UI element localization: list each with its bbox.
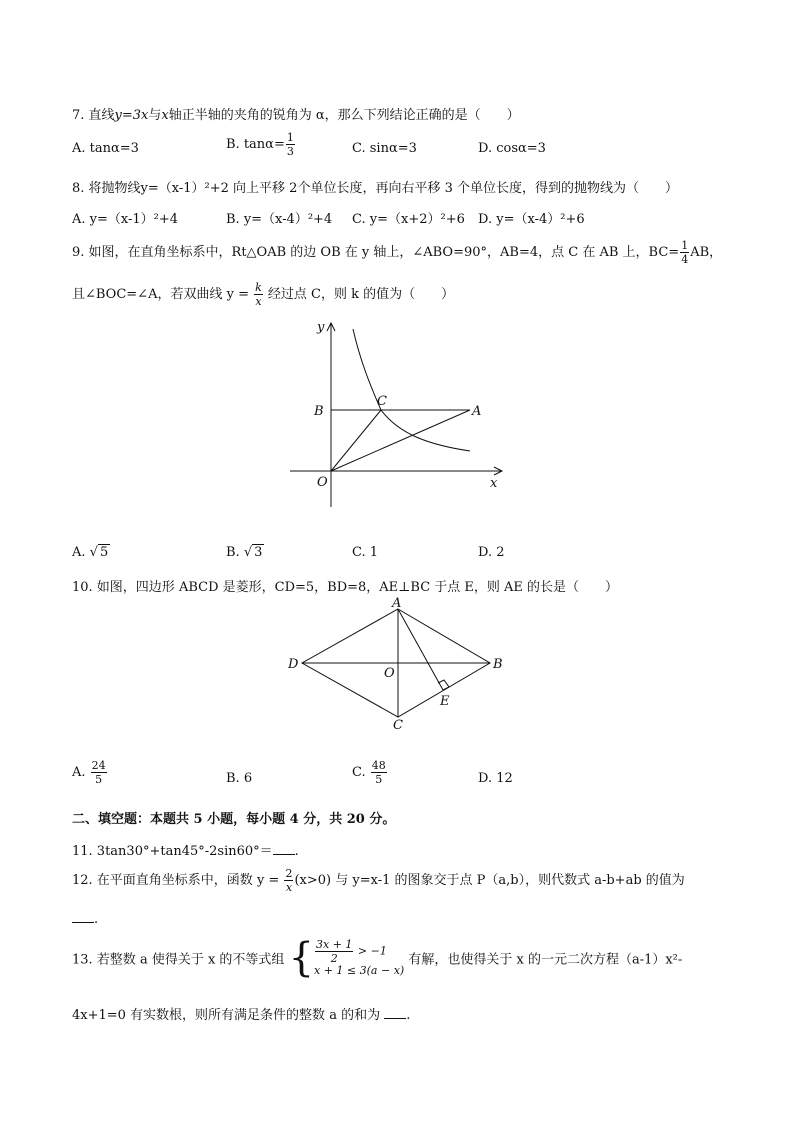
q7-option-b: B. tanα= $\frac{1}{3}$ — [226, 131, 294, 158]
vertex-b-label: B — [493, 657, 503, 672]
q9-option-c: C. 1 — [352, 545, 379, 560]
q9-stem-line1: 9. 如图，在直角坐标系中，Rt△OAB 的边 OB 在 y 轴上，∠ABO=90°，AB=4，点 C 在 AB 上，BC= $\frac{1}{4}$ AB， — [72, 239, 723, 266]
segment-ae — [398, 609, 443, 690]
q10-option-c: C. $\frac{48}{5}$ — [352, 759, 386, 786]
q8-option-d: D. y=（x-4）²+6 — [478, 212, 585, 227]
q10-option-b: B. 6 — [226, 771, 253, 786]
q9-stem-line2: 且∠BOC=∠A，若双曲线 y = $\frac{k}{x}$ 经过点 C，则 k 的值为（ ） — [72, 281, 455, 308]
q10-figure — [280, 595, 520, 735]
q13-stem-line1: 13. 若整数 a 使得关于 x 的不等式组 { $\frac{3x + 1}{2}$ > −1 x + 1 ≤ 3(a − x) 有解，也使得关于 x 的一元二次方程（a-1）x²- — [72, 935, 683, 981]
origin-label: O — [317, 475, 328, 490]
segment-oa — [331, 410, 470, 471]
vertex-d-label: D — [288, 657, 299, 672]
section-2-heading: 二、填空题：本题共 5 小题，每小题 4 分，共 20 分。 — [72, 812, 396, 827]
q11-answer-blank[interactable] — [273, 842, 295, 855]
q12-answer-blank[interactable] — [72, 910, 94, 923]
hyperbola-curve — [353, 329, 470, 451]
q9-figure — [280, 315, 520, 515]
q8-option-c: C. y=（x+2）²+6 — [352, 212, 465, 227]
q9-option-d: D. 2 — [478, 545, 505, 560]
q11-stem: 11. 3tan30°+tan45°-2sin60°＝ . — [72, 844, 299, 859]
q7-option-d: D. cosα=3 — [478, 141, 546, 156]
q7-stem: 7. 直线y=3x与x轴正半轴的夹角的锐角为 α，那么下列结论正确的是（ ） — [72, 108, 520, 123]
q9-option-b: B. √ 3 — [226, 545, 263, 560]
point-e-label: E — [440, 694, 450, 709]
q13-answer-blank[interactable] — [384, 1006, 406, 1019]
point-b-label: B — [314, 404, 324, 419]
q10-stem: 10. 如图，四边形 ABCD 是菱形，CD=5，BD=8，AE⊥BC 于点 E，则 AE 的长是（ ） — [72, 580, 619, 595]
q12-answer-line: . — [72, 910, 98, 927]
q7-option-c: C. sinα=3 — [352, 141, 417, 156]
q7-option-a: A. tanα=3 — [72, 141, 139, 156]
vertex-a-label: A — [392, 596, 402, 611]
q13-stem-line2: 4x+1=0 有实数根，则所有满足条件的整数 a 的和为 . — [72, 1008, 411, 1023]
q12-stem: 12. 在平面直角坐标系中，函数 y = $\frac{2}{x}$ (x>0) 与 y=x-1 的图象交于点 P（a,b），则代数式 a-b+ab 的值为 — [72, 867, 685, 894]
q8-stem: 8. 将抛物线y=（x-1）²+2 向上平移 2个单位长度，再向右平移 3 个单位长度，得到的抛物线为（ ） — [72, 181, 678, 196]
q10-option-d: D. 12 — [478, 771, 513, 786]
q8-option-b: B. y=（x-4）²+4 — [226, 212, 333, 227]
inequality-system: { $\frac{3x + 1}{2}$ > −1 x + 1 ≤ 3(a − x) — [288, 935, 405, 981]
point-a-label: A — [472, 404, 482, 419]
q10-option-a: A. $\frac{24}{5}$ — [72, 759, 106, 786]
x-axis-label: x — [490, 476, 498, 491]
center-o-label: O — [384, 666, 395, 681]
q8-option-a: A. y=（x-1）²+4 — [72, 212, 179, 227]
y-axis-label: y — [317, 320, 325, 335]
point-c-label: C — [377, 394, 387, 409]
vertex-c-label: C — [393, 718, 403, 733]
q9-option-a: A. √ 5 — [72, 545, 109, 560]
segment-oc — [331, 410, 381, 471]
